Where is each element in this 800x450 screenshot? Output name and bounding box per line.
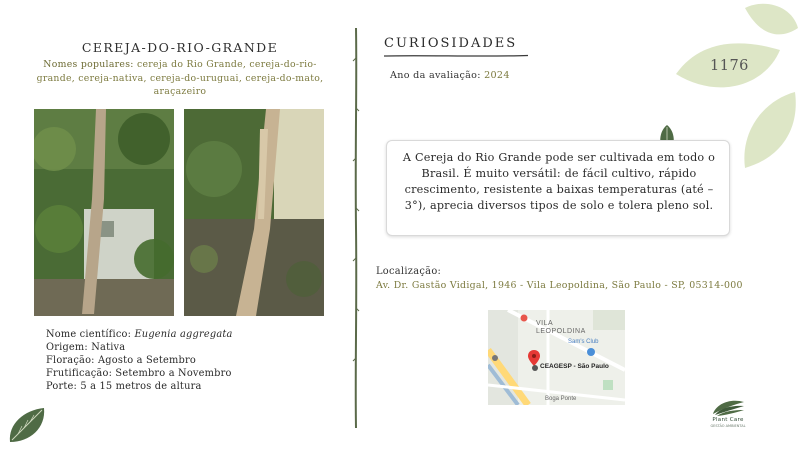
column-divider: [350, 28, 362, 428]
species-title: CEREJA-DO-RIO-GRANDE: [81, 40, 279, 55]
logo-tagline: GESTÃO AMBIENTAL: [710, 424, 746, 428]
map-poi-label: Sam's Club: [568, 339, 599, 345]
tree-photo-1: [34, 109, 174, 316]
map-district-label-2: LEOPOLDINA: [536, 328, 586, 335]
tree-photo-2: [184, 109, 324, 316]
popular-names-value: cereja do Rio Grande, cereja-do-rio-grande, cereja-nativa, cereja-do-uruguai, cereja-do-mato, araçazeiro: [36, 59, 324, 97]
curiosities-title: CURIOSIDADES: [384, 36, 518, 51]
map-street-label: Boga Ponte: [545, 396, 577, 402]
leaf-icon: [6, 404, 48, 446]
location-address[interactable]: Av. Dr. Gastão Vidigal, 1946 - Vila Leopoldina, São Paulo - SP, 05314-000: [376, 280, 743, 291]
title-underline: [384, 54, 528, 58]
fact-size: Porte: 5 a 15 metros de altura: [46, 381, 202, 392]
popular-names-label: Nomes populares:: [43, 59, 134, 70]
map-district-label: VILA: [536, 320, 554, 327]
curiosity-text: A Cereja do Rio Grande pode ser cultivada em todo o Brasil. É muito versátil: de fácil cultivo, rápido crescimento, resistente a baixas temperaturas (até – 3°), aprecia diversos tipos de solo e tolera pleno sol.: [402, 151, 716, 212]
fact-scientific-name: Nome científico: Eugenia aggregata: [46, 329, 233, 340]
scientific-name-value: Eugenia aggregata: [134, 329, 233, 340]
location-map[interactable]: [488, 310, 625, 405]
location-label: Localização:: [376, 266, 442, 277]
logo-name: Plant Care: [712, 417, 744, 423]
plant-id-code: 1176: [710, 58, 749, 74]
evaluation-year: Ano da avaliação: 2024: [390, 70, 510, 81]
species-facts: [46, 328, 233, 393]
map-ceagesp-label: CEAGESP - São Paulo: [540, 363, 609, 370]
fact-fruiting: Frutificação: Setembro a Novembro: [46, 368, 232, 379]
fact-flowering: Floração: Agosto a Setembro: [46, 355, 196, 366]
fact-origin: Origem: Nativa: [46, 342, 126, 353]
evaluation-year-value: 2024: [484, 70, 510, 81]
popular-names: [30, 58, 330, 99]
